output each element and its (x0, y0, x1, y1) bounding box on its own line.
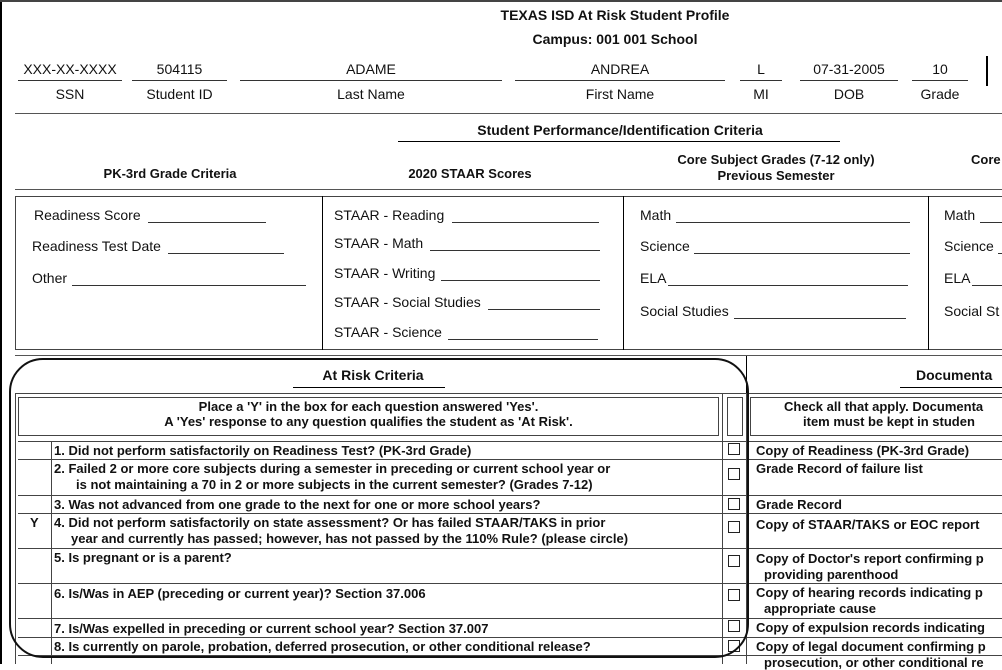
core-ela-field[interactable] (668, 285, 908, 286)
readiness-test-date-field[interactable] (168, 253, 284, 254)
staar-writing-label: STAAR - Writing (334, 265, 436, 281)
page-border-top (0, 0, 1002, 2)
first-name-value: ANDREA (590, 61, 650, 77)
at-risk-highlight (9, 358, 749, 658)
other-label: Other (32, 270, 68, 286)
criteria-4: 4. Did not perform satisfactorily on state assessment? Or has failed STAAR/TAKS in prior (54, 515, 606, 530)
criteria-5: 5. Is pregnant or is a parent? (54, 550, 232, 565)
doc-5: Copy of Doctor's report confirming p (756, 551, 984, 566)
staar-reading-field[interactable] (452, 222, 599, 223)
doc-2: Grade Record of failure list (756, 461, 923, 476)
performance-box (15, 196, 1002, 350)
ssn-label: SSN (55, 86, 85, 102)
staar-math-field[interactable] (430, 250, 600, 251)
criteria-8: 8. Is currently on parole, probation, deferred prosecution, or other conditional release? (54, 639, 591, 654)
core-grades-title-cut: Core (971, 152, 1001, 167)
staar-science-field[interactable] (448, 339, 598, 340)
doc-6: Copy of hearing records indicating p (756, 585, 983, 600)
doc-6-line2: appropriate cause (764, 601, 876, 616)
doc-1: Copy of Readiness (PK-3rd Grade) (756, 443, 970, 458)
core2-ela-label: ELA (944, 270, 971, 286)
readiness-score-label: Readiness Score (34, 207, 141, 223)
grade-value: 10 (932, 61, 948, 77)
dob-value: 07-31-2005 (813, 61, 885, 77)
staar-social-studies-field[interactable] (488, 309, 600, 310)
student-id-value: 504115 (156, 61, 203, 77)
core2-social-studies-label: Social St (944, 303, 1000, 319)
core-science-field[interactable] (694, 253, 910, 254)
readiness-test-date-label: Readiness Test Date (32, 238, 161, 254)
header-divider (15, 113, 1002, 114)
core-grades-subtitle: Previous Semester (717, 168, 835, 183)
criteria-3: 3. Was not advanced from one grade to the next for one or more school years? (54, 497, 541, 512)
campus-label: Campus: 001 001 School (532, 31, 698, 47)
grade-label: Grade (920, 86, 960, 102)
readiness-score-field[interactable] (148, 222, 266, 223)
core-social-studies-field[interactable] (734, 318, 906, 319)
other-field[interactable] (72, 285, 306, 286)
performance-section-title: Student Performance/Identification Criteria (477, 122, 763, 138)
doc-5-line2: providing parenthood (764, 567, 899, 582)
dob-label: DOB (833, 86, 865, 102)
core-social-studies-label: Social Studies (640, 303, 729, 319)
doc-7: Copy of expulsion records indicating (756, 620, 985, 635)
last-name-label: Last Name (337, 86, 405, 102)
staar-math-label: STAAR - Math (334, 235, 424, 251)
core-grades-title: Core Subject Grades (7-12 only) (677, 152, 875, 167)
core2-math-label: Math (944, 207, 976, 223)
answer-cell-4[interactable]: Y (30, 515, 39, 530)
doc-8: Copy of legal document confirming p (756, 639, 986, 654)
documentation-instruction-1: Check all that apply. Documenta (784, 399, 984, 414)
staar-social-studies-label: STAAR - Social Studies (334, 294, 481, 310)
doc-3: Grade Record (756, 497, 842, 512)
doc-8-line2: prosecution, or other conditional re (764, 655, 984, 670)
mi-value: L (757, 61, 765, 77)
documentation-title: Documenta (916, 367, 993, 383)
page-border-left (0, 0, 2, 664)
at-risk-instruction-2: A 'Yes' response to any question qualifies the student as 'At Risk'. (164, 414, 573, 429)
core-math-label: Math (640, 207, 672, 223)
staar-scores-title: 2020 STAAR Scores (408, 166, 532, 181)
last-name-value: ADAME (346, 61, 396, 77)
staar-science-label: STAAR - Science (334, 324, 442, 340)
mi-label: MI (753, 86, 769, 102)
student-id-label: Student ID (146, 86, 213, 102)
doc-4: Copy of STAAR/TAKS or EOC report (756, 517, 980, 532)
staar-writing-field[interactable] (441, 280, 600, 281)
documentation-instruction-2: item must be kept in studen (803, 414, 975, 429)
criteria-1: 1. Did not perform satisfactorily on Readiness Test? (PK-3rd Grade) (54, 443, 472, 458)
criteria-7: 7. Is/Was expelled in preceding or current school year? Section 37.007 (54, 621, 489, 636)
first-name-label: First Name (585, 86, 655, 102)
pk-criteria-title: PK-3rd Grade Criteria (103, 166, 237, 181)
core-math-field[interactable] (676, 222, 910, 223)
staar-reading-label: STAAR - Reading (334, 207, 445, 223)
core2-science-label: Science (944, 238, 994, 254)
at-risk-instruction-1: Place a 'Y' in the box for each question answered 'Yes'. (198, 399, 539, 414)
criteria-2-line2: is not maintaining a 70 in 2 or more subjects in the current semester? (Grades 7-12) (76, 477, 593, 492)
criteria-2: 2. Failed 2 or more core subjects during a semester in preceding or current school year or (54, 461, 611, 476)
core-science-label: Science (640, 238, 690, 254)
criteria-4-line2: year and currently has passed; however, has not passed by the 110% Rule? (please circle) (71, 531, 629, 546)
form-title: TEXAS ISD At Risk Student Profile (500, 7, 730, 23)
criteria-6: 6. Is/Was in AEP (preceding or current year)? Section 37.006 (54, 586, 426, 601)
at-risk-title: At Risk Criteria (322, 367, 424, 383)
core-ela-label: ELA (640, 270, 667, 286)
ssn-value: XXX-XX-XXXX (23, 61, 117, 77)
